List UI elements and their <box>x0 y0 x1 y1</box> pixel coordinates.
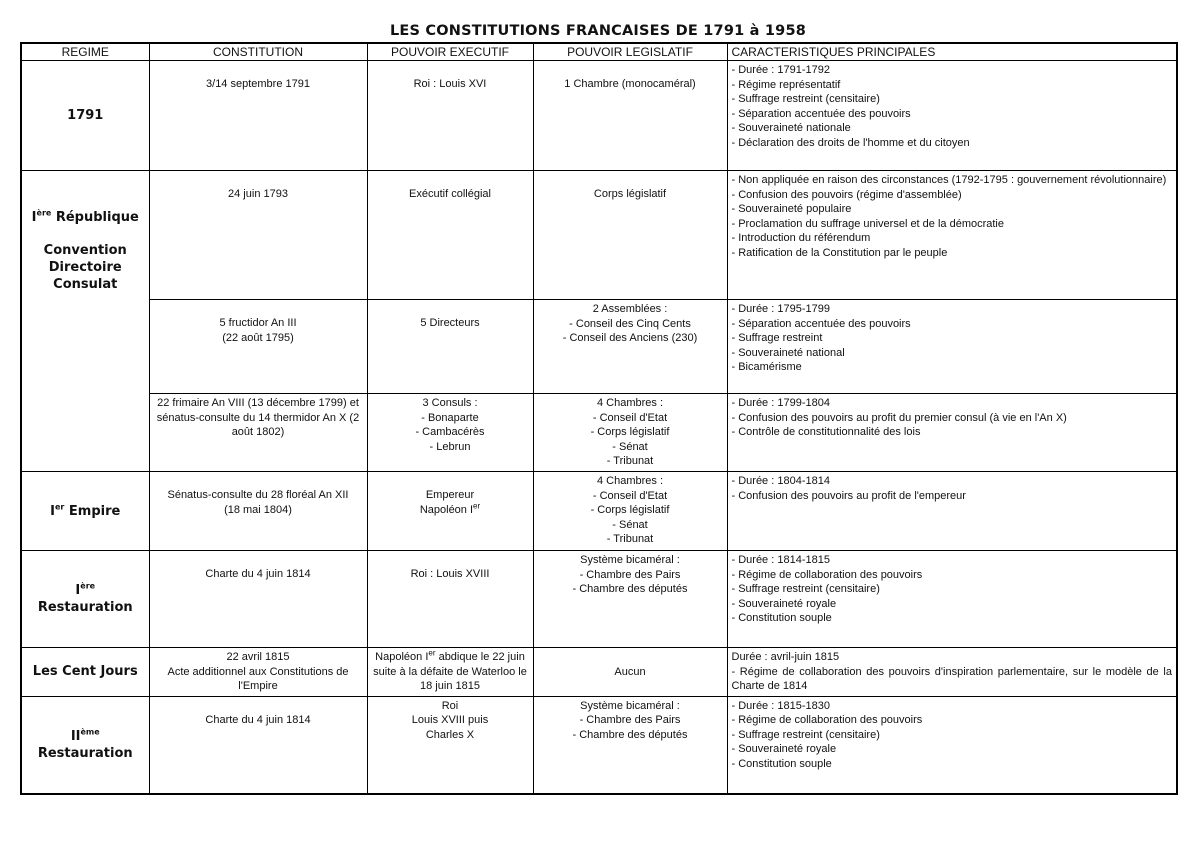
table-row-cent-jours <box>21 648 1177 697</box>
legislatif-text: - Corps législatif <box>590 426 670 438</box>
constitution-text: (18 mai 1804) <box>224 503 292 516</box>
regime-1791: 1791 <box>21 61 149 171</box>
regime-numeral: I <box>50 503 55 519</box>
trait-line: - Introduction du référendum <box>731 232 871 244</box>
trait-line: Durée : avril-juin 1815 <box>731 651 840 663</box>
regime-sub: Directoire <box>48 260 122 275</box>
traits-cell <box>727 696 1177 794</box>
trait-line: - Séparation accentuée des pouvoirs <box>731 317 911 330</box>
executif-sup: er <box>473 500 481 510</box>
legislatif-text: 4 Chambres : <box>596 475 664 487</box>
traits-cell <box>727 648 1177 697</box>
executif-cell <box>367 171 533 300</box>
legislatif-text: - Tribunat <box>606 455 654 467</box>
constitution-cell <box>149 171 367 300</box>
legislatif-text: Système bicaméral : <box>580 699 680 712</box>
regime-numeral: II <box>70 728 81 744</box>
trait-line: - Confusion des pouvoirs (régime d'assemblée) <box>731 188 962 201</box>
table-row-1791 <box>21 61 1177 171</box>
trait-line: - Confusion des pouvoirs au profit de l'empereur <box>731 489 966 502</box>
spacer <box>26 293 145 433</box>
trait-line: - Suffrage restreint (censitaire) <box>731 728 880 741</box>
trait-line: - Suffrage restreint (censitaire) <box>731 93 880 105</box>
legislatif-text: 4 Chambres : <box>596 397 664 409</box>
executif-text: Louis XVIII puis <box>411 714 489 726</box>
trait-line: - Durée : 1804-1814 <box>731 475 830 487</box>
trait-line: - Souveraineté royale <box>731 597 837 610</box>
traits-cell <box>727 394 1177 472</box>
trait-line: - Constitution souple <box>731 612 832 624</box>
regime-word: Restauration <box>37 600 133 615</box>
trait-line: - Régime représentatif <box>731 78 841 91</box>
regime-title <box>26 582 145 599</box>
trait-line: - Suffrage restreint (censitaire) <box>731 583 880 595</box>
executif-cell <box>367 648 533 697</box>
traits-cell <box>727 551 1177 648</box>
constitution-cell <box>149 61 367 171</box>
table-row-1795 <box>21 300 1177 394</box>
constitution-cell <box>149 696 367 794</box>
legislatif-text: - Conseil d'Etat <box>592 489 668 502</box>
regime-cent-jours: Les Cent Jours <box>21 648 149 697</box>
table-row-1793 <box>21 171 1177 300</box>
legislatif-cell <box>533 472 727 551</box>
header-executif: POUVOIR EXECUTIF <box>367 43 533 61</box>
trait-line: - Régime de collaboration des pouvoirs <box>731 568 923 581</box>
legislatif-text: 1 Chambre (monocaméral) <box>564 78 696 90</box>
executif-cell <box>367 394 533 472</box>
constitutions-table <box>20 42 1178 795</box>
executif-cell <box>367 300 533 394</box>
legislatif-text: - Corps législatif <box>590 504 670 516</box>
legislatif-text: Système bicaméral : <box>580 554 680 566</box>
regime-sup: er <box>55 502 65 512</box>
trait-line: - Confusion des pouvoirs au profit du premier consul (à vie en l'An X) <box>731 411 1067 424</box>
regime-sub: Convention <box>43 243 127 258</box>
constitution-text: 22 avril 1815 <box>226 651 290 663</box>
table-row-empire <box>21 472 1177 551</box>
trait-line: - Régime de collaboration des pouvoirs <box>731 714 923 726</box>
constitution-text: Charte du 4 juin 1814 <box>205 568 311 580</box>
header-regime: REGIME <box>21 43 149 61</box>
regime-seconde-restauration <box>21 696 149 794</box>
spacer <box>26 226 145 242</box>
trait-line: - Durée : 1791-1792 <box>731 64 830 76</box>
regime-numeral: I <box>75 583 81 598</box>
legislatif-cell <box>533 696 727 794</box>
executif-name: Napoléon I <box>375 651 429 663</box>
header-constitution: CONSTITUTION <box>149 43 367 61</box>
legislatif-text: - Chambre des Pairs <box>579 714 681 726</box>
traits-cell <box>727 171 1177 300</box>
trait-line: - Durée : 1795-1799 <box>731 303 830 315</box>
legislatif-text: Corps législatif <box>593 188 667 200</box>
constitution-cell <box>149 472 367 551</box>
regime-word: République <box>51 210 139 225</box>
constitution-cell: 22 frimaire An VIII (13 décembre 1799) et sénatus-consulte du 14 thermidor An X (2 août 1802) <box>149 394 367 472</box>
regime-premiere-republique <box>21 171 149 472</box>
traits-cell <box>727 472 1177 551</box>
trait-line: - Séparation accentuée des pouvoirs <box>731 107 911 120</box>
trait-line: - Souveraineté populaire <box>731 203 852 215</box>
trait-line: - Régime de collaboration des pouvoirs d'inspiration parlementaire, sur le modèle de la Charte de 1814 <box>731 665 1172 692</box>
executif-text: 5 Directeurs <box>420 317 480 329</box>
trait-line: - Proclamation du suffrage universel et de la démocratie <box>731 217 1004 230</box>
executif-text: 3 Consuls : <box>422 397 478 409</box>
legislatif-cell: Aucun <box>533 648 727 697</box>
executif-text: Roi <box>441 699 459 712</box>
constitution-text: 5 fructidor An III <box>219 317 297 329</box>
executif-text: abdique le 22 juin suite à la défaite de Waterloo le 18 juin 1815 <box>373 651 527 692</box>
trait-line: - Durée : 1815-1830 <box>731 699 830 712</box>
legislatif-text: - Tribunat <box>606 533 654 545</box>
executif-text: Roi : Louis XVI <box>413 78 487 90</box>
legislatif-text: - Conseil des Cinq Cents <box>569 317 691 330</box>
executif-text: Empereur <box>425 489 475 501</box>
regime-premier-empire <box>21 472 149 551</box>
regime-title <box>26 209 145 226</box>
legislatif-cell <box>533 300 727 394</box>
executif-text <box>372 500 529 518</box>
legislatif-text: - Sénat <box>612 440 648 453</box>
trait-line: - Ratification de la Constitution par le peuple <box>731 246 948 259</box>
legislatif-text: - Chambre des Pairs <box>579 568 681 581</box>
page-title: LES CONSTITUTIONS FRANCAISES DE 1791 à 1958 <box>389 23 807 39</box>
legislatif-text: - Sénat <box>612 518 648 531</box>
executif-cell <box>367 696 533 794</box>
constitution-text: (22 août 1795) <box>222 331 294 344</box>
executif-text: - Cambacérès <box>415 426 485 438</box>
executif-text: Roi : Louis XVIII <box>410 568 490 580</box>
legislatif-cell <box>533 171 727 300</box>
legislatif-cell <box>533 394 727 472</box>
trait-line: - Souveraineté royale <box>731 743 837 755</box>
legislatif-cell <box>533 61 727 171</box>
executif-cell <box>367 472 533 551</box>
regime-sup: ère <box>36 208 52 218</box>
regime-word: Restauration <box>37 745 133 761</box>
executif-sup: er <box>428 648 436 658</box>
traits-cell <box>727 61 1177 171</box>
executif-text: - Bonaparte <box>421 411 479 424</box>
traits-cell <box>727 300 1177 394</box>
header-legislatif: POUVOIR LEGISLATIF <box>533 43 727 61</box>
regime-premiere-restauration <box>21 551 149 648</box>
regime-title <box>26 728 145 745</box>
trait-line: - Déclaration des droits de l'homme et du citoyen <box>731 136 970 149</box>
trait-line: - Souveraineté nationale <box>731 122 851 134</box>
legislatif-text: 2 Assemblées : <box>592 303 668 315</box>
legislatif-cell <box>533 551 727 648</box>
constitution-cell <box>149 551 367 648</box>
executif-text: Charles X <box>425 728 475 741</box>
legislatif-text: - Chambre des députés <box>572 728 688 741</box>
table-row-1799 <box>21 394 1177 472</box>
table-row-restauration-1 <box>21 551 1177 648</box>
regime-sub: Consulat <box>53 277 118 292</box>
legislatif-text: - Conseil d'Etat <box>592 411 668 424</box>
regime-sup: ème <box>80 727 100 737</box>
trait-line: - Non appliquée en raison des circonstances (1792-1795 : gouvernement révolutionnaire) <box>731 174 1167 186</box>
trait-line: - Durée : 1814-1815 <box>731 554 830 566</box>
constitution-text: 3/14 septembre 1791 <box>206 78 310 90</box>
trait-line: - Durée : 1799-1804 <box>731 397 830 409</box>
executif-text: - Lebrun <box>429 440 471 453</box>
constitution-cell <box>149 300 367 394</box>
legislatif-text: - Chambre des députés <box>572 583 688 595</box>
executif-name: Napoléon I <box>419 503 474 516</box>
table-row-restauration-2 <box>21 696 1177 794</box>
trait-line: - Souveraineté national <box>731 346 845 359</box>
legislatif-text: - Conseil des Anciens (230) <box>562 332 698 344</box>
constitution-text: Acte additionnel aux Constitutions de l'Empire <box>167 665 349 692</box>
document-page <box>20 20 1176 795</box>
regime-sup: ère <box>80 581 96 591</box>
trait-line: - Constitution souple <box>731 757 832 770</box>
constitution-text: Sénatus-consulte du 28 floréal An XII <box>167 489 349 501</box>
trait-line: - Suffrage restreint <box>731 332 823 344</box>
constitution-cell <box>149 648 367 697</box>
constitution-text: 24 juin 1793 <box>228 188 288 200</box>
regime-numeral: I <box>31 210 37 225</box>
executif-text: Exécutif collégial <box>409 188 491 200</box>
regime-word: Empire <box>64 503 121 519</box>
trait-line: - Contrôle de constitutionnalité des lois <box>731 426 921 438</box>
header-caracteristiques: CARACTERISTIQUES PRINCIPALES <box>727 43 1177 61</box>
executif-cell <box>367 61 533 171</box>
constitution-text: Charte du 4 juin 1814 <box>205 713 311 726</box>
executif-cell <box>367 551 533 648</box>
trait-line: - Bicamérisme <box>731 361 802 373</box>
table-header-row <box>21 43 1177 61</box>
